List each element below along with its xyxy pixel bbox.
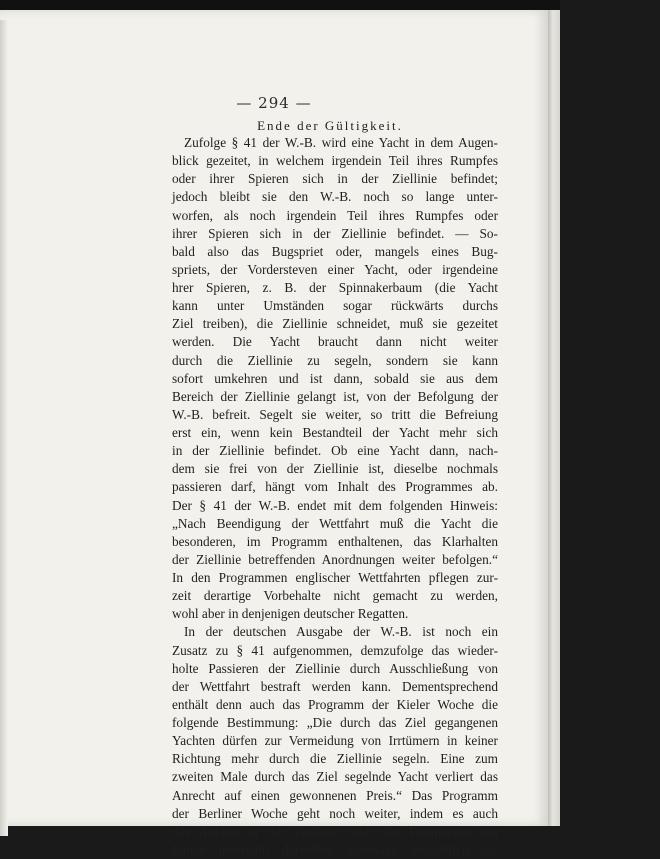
text-line: zeit derartige Vorbehalte nicht gemacht zu werden, [172,588,498,604]
text-line: Der § 41 der W.-B. endet mit dem folgenden Hinweis: [172,497,498,513]
text-line: kann unter Umständen sogar rückwärts durchs [172,298,498,314]
text-line: besonderen, im Programm enthaltenen, das Klarhalten [172,533,498,549]
text-line: hrer Spieren, z. B. der Spinnakerbaum (die Yacht [172,280,498,295]
text-line: In der deutschen Ausgabe der W.-B. ist noch ein [184,624,498,640]
text-line: Bereich der Ziellinie gelangt ist, von der Befolgung der [172,388,498,404]
text-line: das Ankern in der Ziellinie oder das Festmachen am [172,823,498,839]
text-line: folgende Bestimmung: „Die durch das Ziel gegangenen [172,715,498,730]
text-line: der Berliner Woche geht noch weiter, indem es auch [172,805,498,821]
text-line: Richtung mehr durch die Ziellinie segeln. Eine zum [172,751,498,767]
text-line: sofort umkehren und ist dann, sobald sie aus dem [172,370,498,386]
page-number: — 294 — [236,94,312,112]
text-line: worfen, als noch irgendein Teil ihres Rumpfes oder [172,207,498,223]
text-line: jedoch bleibt sie den W.-B. noch so lange unter- [172,189,498,205]
text-line: W.-B. befreit. Segelt sie weiter, so tritt die Befreiung [172,406,498,422]
text-line: durch die Ziellinie zu segeln, sondern sie kann [172,352,498,368]
text-line: In den Programmen englischer Wettfahrten pflegen zur- [172,570,498,585]
text-line: oder ihrer Spieren sich in der Ziellinie befindet; [172,171,498,187]
page-left-edge [0,20,8,836]
text-line: holte Passieren der Ziellinie durch Ausschließung von [172,660,498,676]
text-line: Anrecht auf einen gewonnenen Preis.“ Das Programm [172,787,498,803]
text-line: Ziel treiben), die Ziellinie schneidet, muß sie gezeitet [172,316,498,332]
text-line: erst ein, wenn kein Bestandteil der Yacht mehr sich [172,425,498,440]
text-line: Zufolge § 41 der W.-B. wird eine Yacht in dem Augen- [184,135,498,150]
text-line: passieren darf, hängt vom Inhalt des Programmes ab. [172,479,498,495]
text-line: dem sie frei von der Ziellinie ist, dieselbe nochmals [172,461,498,477]
text-line: werden. Die Yacht braucht dann nicht weiter [172,334,498,350]
text-line: der Ziellinie betreffenden Anordnungen weiter befolgen.“ [172,551,498,567]
paper-sheet [0,10,548,857]
text-line: enthält denn auch das Programm der Kieler Woche die [172,696,498,712]
text-line: ihrer Spieren sich in der Ziellinie befindet. — So- [172,225,498,241]
body-text [172,134,498,859]
book-spine-edge [548,10,560,826]
text-line: wohl aber in denjenigen deutscher Regatten. [172,606,409,622]
scan-top-border [0,0,560,10]
text-line: in der Ziellinie befindet. Ob eine Yacht dann, nach- [172,443,498,459]
text-line: spriets, der Vordersteven einer Yacht, oder irgendeine [172,261,498,277]
text-line: Lande innerhalb derselben untersagt. Beachtlich ist, [172,841,498,857]
text-line: Yachten dürfen zur Vermeidung von Irrtümern in keiner [172,733,498,749]
section-heading: Ende der Gültigkeit. [257,118,403,133]
text-line: der Wettfahrt bestraft werden kann. Dementsprechend [172,678,498,694]
text-line: Zusatz zu § 41 aufgenommen, demzufolge das wieder- [172,642,498,658]
text-line: „Nach Beendigung der Wettfahrt muß die Yacht die [172,515,498,531]
text-line: blick gezeitet, in welchem irgendein Teil ihres Rumpfes [172,153,498,169]
text-line: zweiten Male durch das Ziel segelnde Yacht verliert das [172,769,498,785]
text-line: bald also das Bugspriet oder, mangels eines Bug- [172,243,498,259]
